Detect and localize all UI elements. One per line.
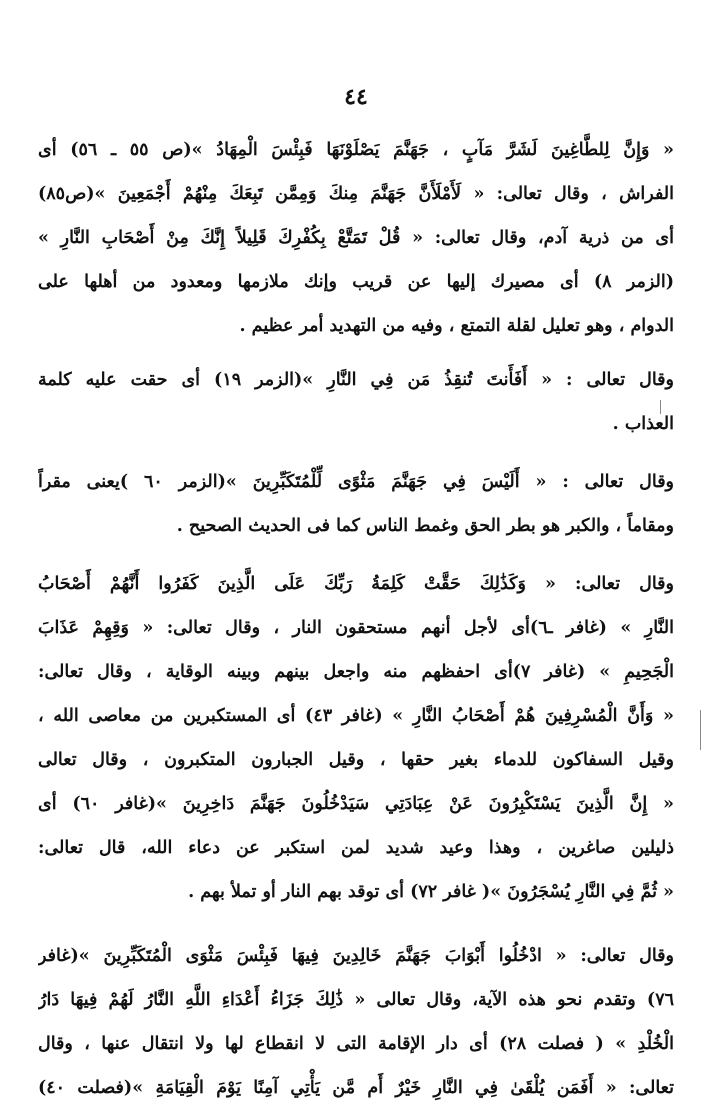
page-number: ٤٤ bbox=[344, 84, 368, 110]
paragraph bbox=[38, 128, 674, 348]
paragraph bbox=[38, 460, 674, 548]
text-line: الفراش ، وقال تعالى: « لَأَمْلَأَنَّ جَهَنَّمَ مِنكَ وَمِمَّن تَبِعَكَ مِنْهُمْ أَجْمَعِينَ »(ص٨٥) bbox=[38, 184, 674, 204]
text-line: الدوام ، وهو تعليل لقلة التمتع ، وفيه من التهديد أمر عظيم . bbox=[239, 316, 674, 336]
scan-mark bbox=[660, 400, 661, 414]
text-line: النَّارِ » (غافر ـ٦)أى لأجل أنهم مستحقون النار ، وقال تعالى: « وَقِهِمْ عَذَابَ bbox=[38, 618, 674, 638]
paragraph bbox=[38, 934, 674, 1110]
text-line: « ثُمَّ فِي النَّارِ يُسْجَرُونَ »( غافر ٧٢) أى توقد بهم النار أو تملأ بهم . bbox=[188, 882, 674, 902]
text-line: ذليلين صاغرين ، وهذا وعيد شديد لمن استكبر عن دعاء الله، قال تعالى: bbox=[38, 838, 674, 858]
text-line: تعالى: « أَفَمَن يُلْقَىٰ فِي النَّارِ خَيْرٌ أَم مَّن يَأْتِي آمِنًا يَوْمَ الْقِيَامَةِ »(فصلت ٤٠) bbox=[38, 1078, 674, 1098]
text-line: وقال تعالى: « ادْخُلُوا أَبْوَابَ جَهَنَّمَ خَالِدِينَ فِيهَا فَبِئْسَ مَثْوَى الْمُتَكَبِّرِينَ »(غافر bbox=[38, 946, 674, 966]
paragraph bbox=[38, 562, 674, 914]
text-line: « إِنَّ الَّذِينَ يَسْتَكْبِرُونَ عَنْ عِبَادَتِي سَيَدْخُلُونَ جَهَنَّمَ دَاخِرِينَ »(غافر ٦٠) أى bbox=[38, 794, 674, 814]
scan-mark bbox=[700, 710, 701, 750]
text-line: الْجَحِيمِ » (غافر ٧)أى احفظهم منه واجعل بينهم وبينه الوقاية ، وقال تعالى: bbox=[38, 662, 674, 682]
text-line: ٧٦) وتقدم نحو هذه الآية، وقال تعالى « ذَٰلِكَ جَزَاءُ أَعْدَاءِ اللَّهِ النَّارُ لَهُمْ فِيهَا دَارُ bbox=[38, 990, 674, 1010]
text-line: « وَإِنَّ لِلطَّاغِينَ لَشَرَّ مَآبٍ ، جَهَنَّمَ يَصْلَوْنَهَا فَبِئْسَ الْمِهَادُ »(ص ٥٥ ـ ٥٦) أى bbox=[38, 140, 674, 160]
text-line: وقال تعالى: « وَكَذَٰلِكَ حَقَّتْ كَلِمَةُ رَبِّكَ عَلَى الَّذِينَ كَفَرُوا أَنَّهُمْ أَصْحَابُ bbox=[38, 574, 674, 594]
text-line: العذاب . bbox=[612, 414, 674, 434]
text-line: ومقاماً ، والكبر هو بطر الحق وغمط الناس كما فى الحديث الصحيح . bbox=[176, 516, 674, 536]
text-line: الْخُلْدِ » ( فصلت ٢٨) أى دار الإقامة التى لا انقطاع لها ولا انتقال عنها ، وقال bbox=[38, 1034, 674, 1054]
page-text bbox=[38, 128, 674, 1110]
paragraph bbox=[38, 358, 674, 446]
text-line: أى من ذرية آدم، وقال تعالى: « قُلْ تَمَتَّعْ بِكُفْرِكَ قَلِيلاً إِنَّكَ مِنْ أَصْحَابِ النَّارِ » bbox=[38, 228, 674, 248]
text-line: وقيل السفاكون للدماء بغير حقها ، وقيل الجبارون المتكبرون ، وقال تعالى bbox=[38, 750, 674, 770]
text-line: (الزمر ٨) أى مصيرك إليها عن قريب وإنك ملازمها ومعدود من أهلها على bbox=[38, 272, 674, 292]
text-line: وقال تعالى : « أَلَيْسَ فِي جَهَنَّمَ مَثْوًى لِّلْمُتَكَبِّرِينَ »(الزمر ٦٠ )يعنى مقراً bbox=[38, 472, 674, 492]
text-line: وقال تعالى : « أَفَأَنتَ تُنقِذُ مَن فِي النَّارِ »(الزمر ١٩) أى حقت عليه كلمة bbox=[38, 370, 674, 390]
text-line: « وَأَنَّ الْمُسْرِفِينَ هُمْ أَصْحَابُ النَّارِ » (غافر ٤٣) أى المستكبرين من معاصى الله ، bbox=[38, 706, 674, 726]
